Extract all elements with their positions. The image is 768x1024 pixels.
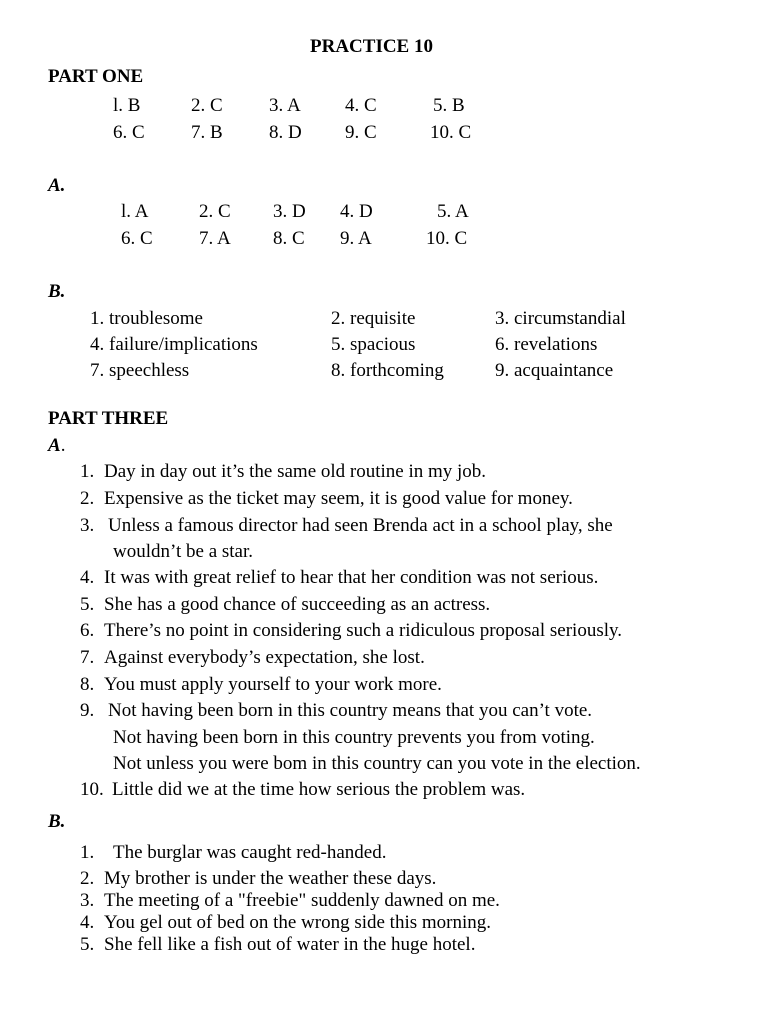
answer: 4. failure/implications — [90, 334, 258, 355]
answer: 3. D — [273, 201, 306, 222]
list-item-text: Against everybody’s expectation, she lost. — [104, 647, 425, 668]
answer: 8. forthcoming — [331, 360, 444, 381]
list-item-number: 2. — [80, 488, 95, 509]
answer: 9. A — [340, 228, 372, 249]
list-item-text: Not unless you were bom in this country can you vote in the election. — [113, 753, 641, 774]
answer: 8. C — [273, 228, 305, 249]
list-item-text: Not having been born in this country prevents you from voting. — [113, 727, 595, 748]
answer: 5. B — [433, 95, 465, 116]
answer: 10. C — [426, 228, 468, 249]
answer: 3. circumstandial — [495, 308, 626, 329]
answer: 6. revelations — [495, 334, 598, 355]
answer: 4. D — [340, 201, 373, 222]
list-item-number: 9. — [80, 700, 95, 721]
answer: 5. spacious — [331, 334, 416, 355]
label-letter: A — [48, 435, 61, 456]
list-item-text: The meeting of a "freebie" suddenly dawned on me. — [104, 890, 500, 911]
answer: 2. C — [199, 201, 231, 222]
list-item-number: 1. — [80, 461, 95, 482]
list-item-number: 5. — [80, 594, 95, 615]
part-one-heading: PART ONE — [48, 66, 144, 87]
list-item-text: It was with great relief to hear that her condition was not serious. — [104, 567, 599, 588]
answer: 6. C — [121, 228, 153, 249]
answer: l. A — [121, 201, 149, 222]
answer: 1. troublesome — [90, 308, 203, 329]
section-b-label: B. — [48, 281, 66, 302]
list-item-text: My brother is under the weather these days. — [104, 868, 437, 889]
list-item-text: Not having been born in this country means that you can’t vote. — [108, 700, 593, 721]
answer: 7. speechless — [90, 360, 190, 381]
list-item-text: There’s no point in considering such a ridiculous proposal seriously. — [104, 620, 623, 641]
list-item-number: 7. — [80, 647, 95, 668]
answer: 4. C — [345, 95, 377, 116]
answer: 2. requisite — [331, 308, 416, 329]
list-item-text: The burglar was caught red-handed. — [113, 842, 387, 863]
answer: 9. C — [345, 122, 377, 143]
list-item-number: 3. — [80, 515, 95, 536]
answer: 8. D — [269, 122, 302, 143]
answer: 9. acquaintance — [495, 360, 614, 381]
list-item-number: 1. — [80, 842, 95, 863]
answer: 3. A — [269, 95, 301, 116]
list-item-number: 4. — [80, 567, 95, 588]
page-title: PRACTICE 10 — [310, 36, 433, 57]
section-a-label: A. — [48, 175, 66, 196]
list-item-text: You gel out of bed on the wrong side this morning. — [104, 912, 492, 933]
answer: 7. A — [199, 228, 231, 249]
answer: 6. C — [113, 122, 145, 143]
list-item-number: 3. — [80, 890, 95, 911]
answer: 10. C — [430, 122, 472, 143]
answer: 7. B — [191, 122, 223, 143]
answer: 5. A — [437, 201, 469, 222]
list-item-text: She fell like a fish out of water in the huge hotel. — [104, 934, 476, 955]
part-three-heading: PART THREE — [48, 408, 169, 429]
list-item-number: 4. — [80, 912, 95, 933]
list-item-text: Little did we at the time how serious the problem was. — [112, 779, 526, 800]
part-three-a-label — [48, 436, 65, 455]
list-item-number: 10. — [80, 779, 104, 800]
part-three-b-label: B. — [48, 811, 66, 832]
list-item-text: She has a good chance of succeeding as an actress. — [104, 594, 491, 615]
answer: l. B — [113, 95, 141, 116]
list-item-number: 5. — [80, 934, 95, 955]
answer: 2. C — [191, 95, 223, 116]
list-item-text: You must apply yourself to your work more. — [104, 674, 442, 695]
list-item-number: 6. — [80, 620, 95, 641]
list-item-number: 8. — [80, 674, 95, 695]
list-item-text: Day in day out it’s the same old routine in my job. — [104, 461, 487, 482]
list-item-text: wouldn’t be a star. — [113, 541, 254, 562]
list-item-text: Expensive as the ticket may seem, it is good value for money. — [104, 488, 573, 509]
label-suffix: . — [60, 435, 66, 456]
list-item-number: 2. — [80, 868, 95, 889]
list-item-text: Unless a famous director had seen Brenda act in a school play, she — [108, 515, 613, 536]
